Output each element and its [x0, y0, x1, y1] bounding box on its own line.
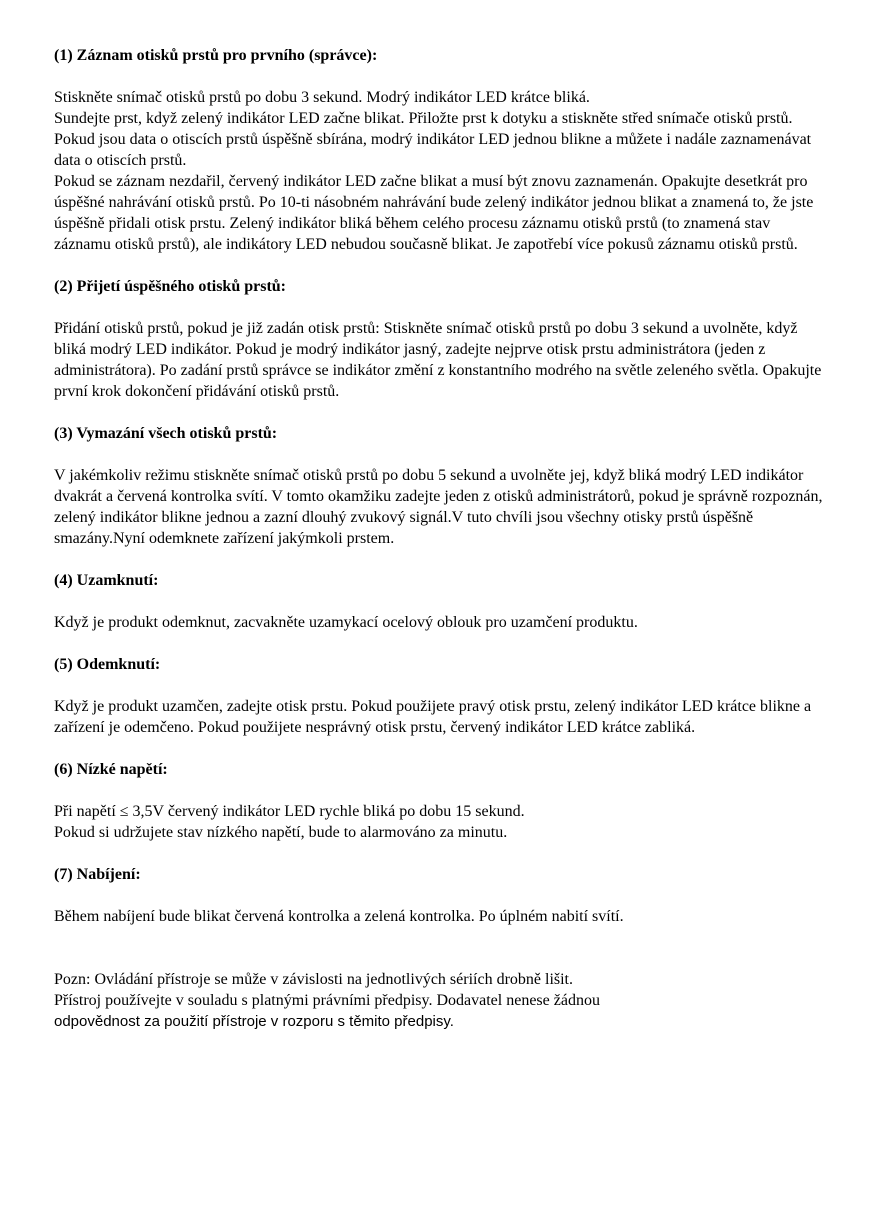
note-line-2: Přístroj používejte v souladu s platnými právními předpisy. Dodavatel nenese žádnou — [54, 992, 600, 1009]
document-content — [54, 45, 824, 1032]
section-6 — [54, 759, 824, 843]
section-paragraph: Pokud se záznam nezdařil, červený indikátor LED začne blikat a musí být znovu zaznamenán. Opakujte desetkrát pro úspěšné nahrávání otisků prstů. Po 10-ti násobném nahrávání bude zelený indikátor jednou blikat a znamená to, že jste úspěšně přidali otisk prstu. Zelený indikátor bliká během celého procesu záznamu otisků prstů (to znamená stav záznamu otisků prstů), ale indikátory LED nebudou současně blikat. Je zapotřebí více pokusů záznamu otisků prstů. — [54, 173, 814, 253]
section-paragraph: Když je produkt odemknut, zacvakněte uzamykací ocelový oblouk pro uzamčení produktu. — [54, 614, 638, 631]
section-heading: (5) Odemknutí: — [54, 656, 161, 673]
note-line-1: Pozn: Ovládání přístroje se může v závislosti na jednotlivých sériích drobně lišit. — [54, 971, 573, 988]
section-4 — [54, 570, 824, 633]
section-heading: (6) Nízké napětí: — [54, 761, 168, 778]
section-heading: (3) Vymazání všech otisků prstů: — [54, 425, 278, 442]
section-7 — [54, 864, 824, 927]
section-paragraph: Stiskněte snímač otisků prstů po dobu 3 sekund. Modrý indikátor LED krátce bliká. — [54, 89, 590, 106]
section-heading: (2) Přijetí úspěšného otisků prstů: — [54, 278, 287, 295]
section-5 — [54, 654, 824, 738]
section-paragraph: Když je produkt uzamčen, zadejte otisk prstu. Pokud použijete pravý otisk prstu, zelený indikátor LED krátce blikne a zařízení je odemčeno. Pokud použijete nesprávný otisk prstu, červený indikátor LED krátce zabliká. — [54, 698, 812, 736]
section-heading: (7) Nabíjení: — [54, 866, 141, 883]
section-paragraph: Přidání otisků prstů, pokud je již zadán otisk prstů: Stiskněte snímač otisků prstů po dobu 3 sekund a uvolněte, když bliká modrý LED indikátor. Pokud je modrý indikátor jasný, zadejte nejprve otisk prstu administrátora (jeden z administrátora). Po zadání prstů správce se indikátor změní z konstantního modrého na světle zeleného světla. Opakujte první krok dokončení přidávání otisků prstů. — [54, 320, 822, 400]
section-1 — [54, 45, 824, 255]
document-note — [54, 969, 824, 1032]
section-3 — [54, 423, 824, 549]
section-paragraph: Při napětí ≤ 3,5V červený indikátor LED rychle bliká po dobu 15 sekund. — [54, 803, 525, 820]
section-heading: (1) Záznam otisků prstů pro prvního (správce): — [54, 47, 378, 64]
note-line-3: odpovědnost za použití přístroje v rozporu s těmito předpisy. — [54, 1013, 454, 1030]
section-paragraph: Během nabíjení bude blikat červená kontrolka a zelená kontrolka. Po úplném nabití svítí. — [54, 908, 624, 925]
section-heading: (4) Uzamknutí: — [54, 572, 159, 589]
section-paragraph: V jakémkoliv režimu stiskněte snímač otisků prstů po dobu 5 sekund a uvolněte jej, když bliká modrý LED indikátor dvakrát a červená kontrolka svítí. V tomto okamžiku zadejte jeden z otisků administrátorů, pokud je správně rozpoznán, zelený indikátor blikne jednou a zazní dlouhý zvukový signál.V tuto chvíli jsou všechny otisky prstů úspěšně smazány.Nyní odemknete zařízení jakýmkoli prstem. — [54, 467, 823, 547]
section-paragraph: Sundejte prst, když zelený indikátor LED začne blikat. Přiložte prst k dotyku a stiskněte střed snímače otisků prstů. Pokud jsou data o otiscích prstů úspěšně sbírána, modrý indikátor LED jednou blikne a můžete i nadále zaznamenávat data o otiscích prstů. — [54, 110, 812, 169]
section-2 — [54, 276, 824, 402]
section-paragraph: Pokud si udržujete stav nízkého napětí, bude to alarmováno za minutu. — [54, 824, 508, 841]
